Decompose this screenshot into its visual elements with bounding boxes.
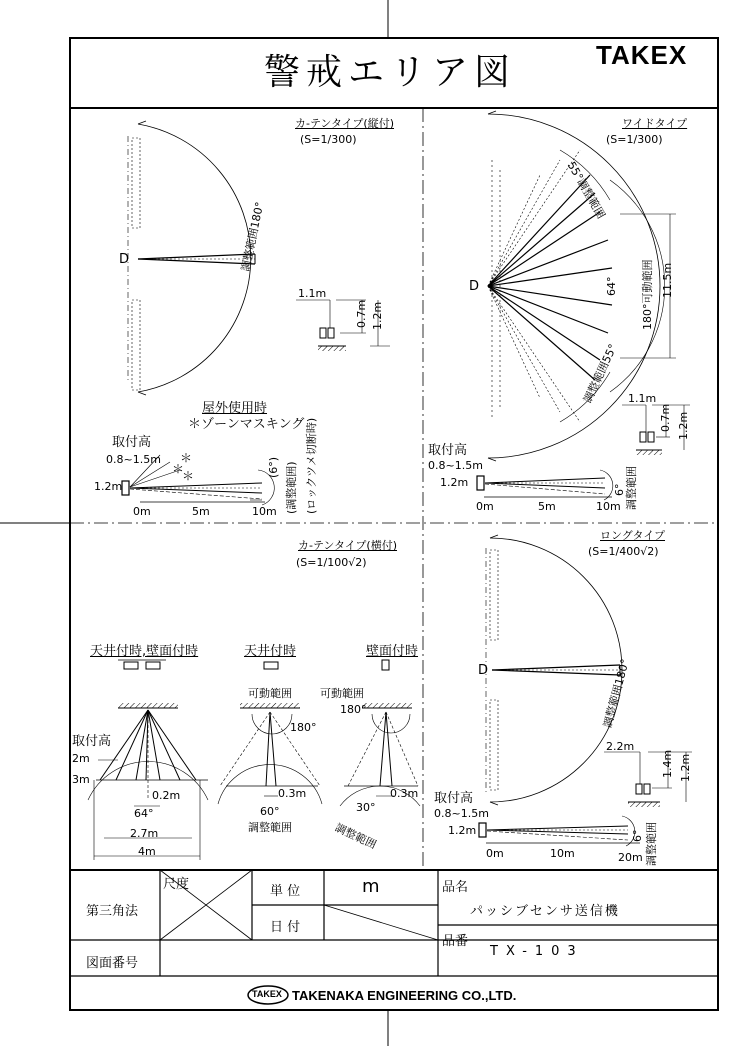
wide-angle-64: 64° bbox=[605, 276, 618, 296]
long-x0: 0m bbox=[486, 847, 504, 860]
product-no: TX-103 bbox=[490, 944, 584, 959]
lock-note: (ロックツメ切断時) bbox=[305, 417, 318, 514]
wide-x5: 5m bbox=[538, 500, 556, 513]
label-wall: 壁面付時 bbox=[366, 644, 419, 659]
wall-d03: 0.3m bbox=[390, 787, 419, 800]
curtain-vertical-mount-range: 0.8~1.5m bbox=[106, 453, 161, 466]
curtain-vertical-dim-b: 0.7m bbox=[355, 299, 368, 328]
curtain-vertical-sensor-mark: D bbox=[119, 252, 130, 267]
long-mount-range: 0.8~1.5m bbox=[434, 807, 489, 820]
wide-adjust: 調整範囲 bbox=[625, 466, 638, 510]
curtain-horizontal-title: カ-テンタイプ(横付) bbox=[298, 539, 398, 552]
wide-angle: 6° bbox=[613, 483, 626, 496]
scale-label: 尺度 bbox=[163, 877, 190, 892]
curtain-vertical-diagram bbox=[128, 121, 255, 395]
curtain-vertical-scale: (S=1/300) bbox=[300, 133, 357, 146]
horizontal-mount-height: 取付高 bbox=[72, 734, 112, 749]
wide-range-bottom: 調整範囲55° bbox=[581, 342, 620, 406]
wide-height: 1.2m bbox=[440, 476, 469, 489]
wide-dim-a: 1.1m bbox=[628, 392, 657, 405]
long-adjust: 調整範囲 bbox=[645, 822, 658, 866]
horizontal-d02: 0.2m bbox=[152, 789, 181, 802]
long-dim-c: 1.2m bbox=[679, 753, 692, 782]
wall-a30: 30° bbox=[356, 801, 376, 814]
zone-masking-label: ＊ゾーンマスキング bbox=[188, 417, 305, 432]
ceiling-adjust: 調整範囲 bbox=[248, 821, 292, 834]
curtain-horizontal-icons bbox=[118, 660, 389, 670]
horizontal-d4: 4m bbox=[138, 845, 156, 858]
horizontal-a64: 64° bbox=[134, 807, 154, 820]
wide-type-scale: (S=1/300) bbox=[606, 133, 663, 146]
long-height: 1.2m bbox=[448, 824, 477, 837]
long-angle: 6° bbox=[631, 829, 644, 842]
page-title: 警戒エリア図 bbox=[264, 52, 517, 93]
curtain-vertical-title: カ-テンタイプ(縦付) bbox=[295, 117, 395, 130]
wide-dim-c: 1.2m bbox=[677, 411, 690, 440]
wide-x0: 0m bbox=[476, 500, 494, 513]
ceiling-d03: 0.3m bbox=[278, 787, 307, 800]
ceiling-mount-diagram bbox=[218, 703, 322, 804]
ceiling-a60: 60° bbox=[260, 805, 280, 818]
horizontal-h2: 2m bbox=[72, 752, 90, 765]
wide-mount-range: 0.8~1.5m bbox=[428, 459, 483, 472]
horizontal-h3: 3m bbox=[72, 773, 90, 786]
curtain-vertical-adjust: (調整範囲) bbox=[285, 461, 298, 514]
wall-adjust: 調整範囲 bbox=[332, 821, 379, 852]
curtain-vertical-dim-a: 1.1m bbox=[298, 287, 327, 300]
long-mount-height: 取付高 bbox=[434, 791, 474, 806]
company-logo-mark: TAKEX bbox=[252, 989, 282, 999]
wide-sensor-mark: D bbox=[469, 279, 480, 294]
wide-move-range: 180°可動範囲 bbox=[641, 259, 654, 330]
wide-dim-b: 0.7m bbox=[659, 403, 672, 432]
ceiling-move-range: 可動範囲 bbox=[248, 687, 292, 700]
wide-x10: 10m bbox=[596, 500, 621, 513]
label-ceiling: 天井付時 bbox=[244, 644, 297, 659]
date-label: 日 付 bbox=[270, 920, 301, 935]
outdoor-use-title: 屋外使用時 bbox=[202, 401, 268, 416]
curtain-vertical-x5: 5m bbox=[192, 505, 210, 518]
wall-move-range: 可動範囲 bbox=[320, 687, 364, 700]
long-type-side bbox=[479, 816, 640, 846]
projection-method: 第三角法 bbox=[86, 904, 139, 919]
curtain-vertical-x10: 10m bbox=[252, 505, 277, 518]
curtain-horizontal-scale: (S=1/100√2) bbox=[296, 556, 367, 569]
curtain-vertical-height: 1.2m bbox=[94, 480, 123, 493]
horizontal-d27: 2.7m bbox=[130, 827, 159, 840]
long-type-scale: (S=1/400√2) bbox=[588, 545, 659, 558]
curtain-vertical-mount-height: 取付高 bbox=[112, 435, 152, 450]
brand-logo: TAKEX bbox=[596, 40, 688, 70]
wide-range-top: 55°調整範囲 bbox=[564, 159, 608, 221]
asterisk-icon: ＊ bbox=[180, 451, 193, 465]
wide-length: 11.5m bbox=[661, 262, 674, 298]
long-type-title: ロングタイプ bbox=[600, 529, 666, 542]
long-dim-a: 2.2m bbox=[606, 740, 635, 753]
product-no-label: 品番 bbox=[442, 934, 469, 949]
product-name: パッシブセンサ送信機 bbox=[470, 904, 620, 919]
wide-type-side bbox=[477, 470, 613, 500]
drawing-no-label: 図面番号 bbox=[86, 956, 139, 971]
unit-value: m bbox=[362, 876, 380, 897]
long-type-diagram bbox=[486, 535, 622, 805]
long-dim-b: 1.4m bbox=[661, 749, 674, 778]
product-name-label: 品名 bbox=[442, 880, 469, 895]
wide-type-title: ワイドタイプ bbox=[622, 117, 688, 130]
unit-label: 単 位 bbox=[270, 884, 301, 899]
ceiling-angle-180: 180° bbox=[290, 721, 317, 734]
long-x20: 20m bbox=[618, 851, 643, 864]
curtain-vertical-angle: (6°) bbox=[267, 456, 280, 478]
curtain-vertical-range-label: 調整範囲180° bbox=[239, 200, 267, 273]
long-range-label: 調整範囲180° bbox=[601, 657, 632, 730]
asterisk-icon: ＊ bbox=[182, 469, 195, 483]
curtain-vertical-x0: 0m bbox=[133, 505, 151, 518]
wide-mount-height: 取付高 bbox=[428, 443, 468, 458]
label-ceiling-wall: 天井付時,壁面付時 bbox=[90, 644, 199, 659]
long-x10: 10m bbox=[550, 847, 575, 860]
company-name: TAKENAKA ENGINEERING CO.,LTD. bbox=[292, 988, 517, 1003]
asterisk-icon: ＊ bbox=[172, 462, 185, 476]
long-sensor-mark: D bbox=[478, 663, 489, 678]
wall-angle-180: 180° bbox=[340, 703, 367, 716]
curtain-vertical-dim-c: 1.2m bbox=[371, 301, 384, 330]
